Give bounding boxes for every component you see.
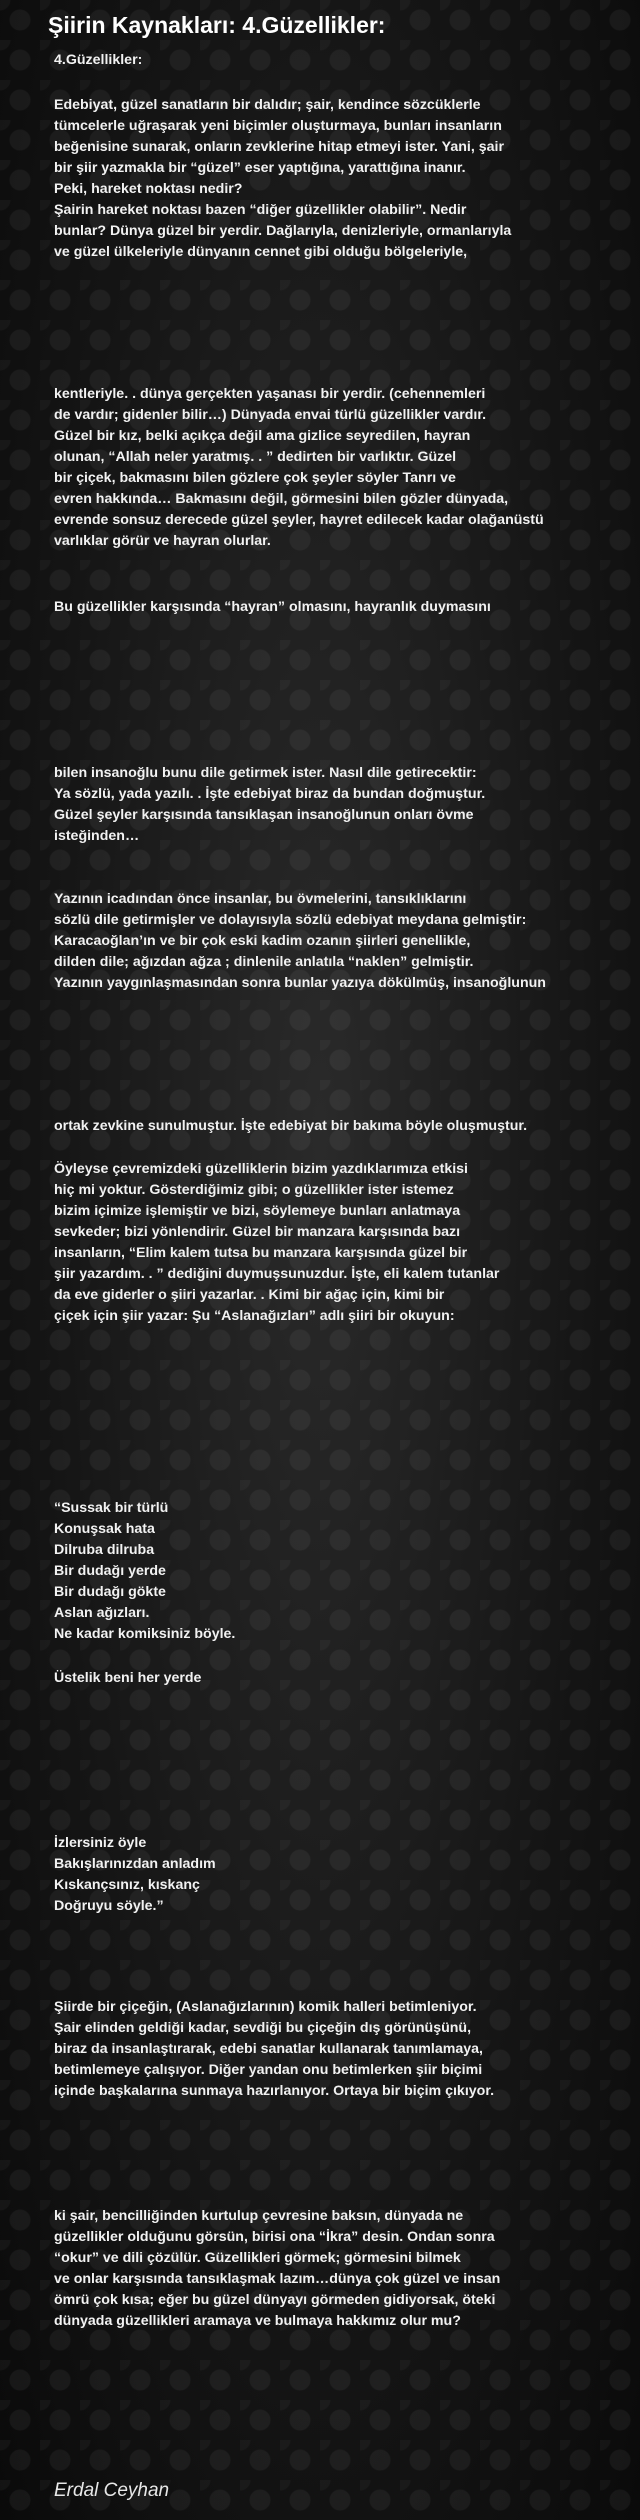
text-line: Şiirde bir çiçeğin, (Aslanağızlarının) komik halleri betimleniyor. xyxy=(54,1999,477,2015)
text-line: olunan, “Allah neler yaratmış. . ” dedirten bir varlıktır. Güzel xyxy=(54,449,457,465)
text-line: Konuşsak hata xyxy=(54,1521,155,1537)
text-line: insanların, “Elim kalem tutsa bu manzara karşısında güzel bir xyxy=(54,1245,468,1261)
text-block xyxy=(54,384,634,552)
text-line: bizim içimize işlemiştir ve bizi, söylemeye bunları anlatmaya xyxy=(54,1203,461,1219)
text-line: Bir dudağı gökte xyxy=(54,1584,166,1600)
text-line: dilden dile; ağızdan ağza ; dinlenile anlatıla “naklen” gelmiştir. xyxy=(54,954,474,970)
text-line: bir çiçek, bakmasını bilen gözlere çok şeyler söyler Tanrı ve xyxy=(54,470,456,486)
text-line: içinde başkalarına sunmaya hazırlanıyor. Ortaya bir biçim çıkıyor. xyxy=(54,2083,495,2099)
text-line: Dilruba dilruba xyxy=(54,1542,155,1558)
text-line: sözlü dile getirmişler ve dolayısıyla sözlü edebiyat meydana gelmiştir: xyxy=(54,912,527,928)
text-block xyxy=(54,1833,634,1917)
text-line: Güzel bir kız, belki açıkça değil ama gizlice seyredilen, hayran xyxy=(54,428,471,444)
text-block xyxy=(54,1498,634,1645)
text-line: biraz da insanlaştırarak, edebi sanatlar kullanarak tanımlamaya, xyxy=(54,2041,483,2057)
text-line: Bu güzellikler karşısında “hayran” olmasını, hayranlık duymasını xyxy=(54,599,491,615)
text-line: bunlar? Dünya güzel bir yerdir. Dağlarıyla, denizleriyle, ormanlarıyla xyxy=(54,223,512,239)
text-line: Güzel şeyler karşısında tansıklaşan insanoğlunun onları övme xyxy=(54,807,474,823)
text-block xyxy=(54,50,634,71)
text-line: çiçek için şiir yazar: Şu “Aslanağızları” adlı şiiri bir okuyun: xyxy=(54,1308,455,1324)
text-line: Karacaoğlan’ın ve bir çok eski kadim ozanın şiirleri genellikle, xyxy=(54,933,471,949)
text-block xyxy=(54,1159,634,1327)
text-line: Bakışlarınızdan anladım xyxy=(54,1856,216,1872)
text-line: İzlersiniz öyle xyxy=(54,1835,147,1851)
text-line: isteğinden… xyxy=(54,828,140,844)
text-line: dünyada güzellikleri aramaya ve bulmaya hakkımız olur mu? xyxy=(54,2313,461,2329)
text-block xyxy=(54,1116,634,1137)
text-line: ve güzel ülkeleriyle dünyanın cennet gibi olduğu bölgeleriyle, xyxy=(54,244,468,260)
text-line: Aslan ağızları. xyxy=(54,1605,150,1621)
text-line: hiç mi yoktur. Gösterdiğimiz gibi; o güzellikler ister istemez xyxy=(54,1182,454,1198)
text-line: Doğruyu söyle.” xyxy=(54,1898,164,1914)
text-line: de vardır; gidenler bilir…) Dünyada envai türlü güzellikler vardır. xyxy=(54,407,487,423)
text-line: Şairin hareket noktası bazen “diğer güzellikler olabilir”. Nedir xyxy=(54,202,467,218)
text-line: tümcelerle uğraşarak yeni biçimler oluşturmaya, bunları insanların xyxy=(54,118,502,134)
text-block xyxy=(54,597,634,618)
text-line: ortak zevkine sunulmuştur. İşte edebiyat bir bakıma böyle oluşmuştur. xyxy=(54,1118,528,1134)
text-line: Peki, hareket noktası nedir? xyxy=(54,181,243,197)
text-block xyxy=(54,1668,634,1689)
text-line: şiir yazardım. . ” dediğini duymuşsunuzdur. İşte, eli kalem tutanlar xyxy=(54,1266,500,1282)
text-line: Üstelik beni her yerde xyxy=(54,1670,202,1686)
text-block xyxy=(54,889,634,994)
text-line: varlıklar görür ve hayran olurlar. xyxy=(54,533,271,549)
text-block xyxy=(54,2206,634,2332)
text-line: Bir dudağı yerde xyxy=(54,1563,166,1579)
text-line: Yazının icadından önce insanlar, bu övmelerini, tansıklıklarını xyxy=(54,891,467,907)
text-block xyxy=(54,1997,634,2102)
text-line: beğenisine sunarak, onların zevklerine hitap etmeyi ister. Yani, şair xyxy=(54,139,504,155)
text-line: sevkeder; bizi yönlendirir. Güzel bir manzara karşısında bazı xyxy=(54,1224,461,1240)
text-line: “okur” ve dili çözülür. Güzellikleri görmek; görmesini bilmek xyxy=(54,2250,461,2266)
text-line: Şair elinden geldiği kadar, sevdiği bu çiçeğin dış görünüşünü, xyxy=(54,2020,472,2036)
text-line: Ya sözlü, yada yazılı. . İşte edebiyat biraz da bundan doğmuştur. xyxy=(54,786,486,802)
text-line: ömrü çok kısa; eğer bu güzel dünyayı görmeden gidiyorsak, öteki xyxy=(54,2292,496,2308)
text-line: da eve giderler o şiiri yazarlar. . Kimi bir ağaç için, kimi bir xyxy=(54,1287,445,1303)
author-name: Erdal Ceyhan xyxy=(54,2480,170,2501)
text-line: evren hakkında… Bakmasını değil, görmesini bilen gözler dünyada, xyxy=(54,491,509,507)
text-line: bir şiir yazmakla bir “güzel” eser yaptığına, yarattığına inanır. xyxy=(54,160,466,176)
text-block xyxy=(54,95,634,263)
text-line: Ne kadar komiksiniz böyle. xyxy=(54,1626,236,1642)
text-line: betimlemeye çalışıyor. Diğer yandan onu betimlerken şiir biçimi xyxy=(54,2062,483,2078)
text-line: Yazının yaygınlaşmasından sonra bunlar yazıya dökülmüş, insanoğlunun xyxy=(54,975,546,991)
text-line: güzellikler olduğunu görsün, birisi ona “İkra” desin. Ondan sonra xyxy=(54,2229,495,2245)
text-line: Kıskançsınız, kıskanç xyxy=(54,1877,200,1893)
text-line: ve onlar karşısında tansıklaşmak lazım…dünya çok güzel ve insan xyxy=(54,2271,501,2287)
text-line: kentleriyle. . dünya gerçekten yaşanası bir yerdir. (cehennemleri xyxy=(54,386,486,402)
text-line: 4.Güzellikler: xyxy=(54,52,143,68)
text-line: bilen insanoğlu bunu dile getirmek ister. Nasıl dile getirecektir: xyxy=(54,765,477,781)
text-line: Edebiyat, güzel sanatların bir dalıdır; şair, kendince sözcüklerle xyxy=(54,97,481,113)
text-line: “Sussak bir türlü xyxy=(54,1500,169,1516)
text-line: Öyleyse çevremizdeki güzelliklerin bizim yazdıklarımıza etkisi xyxy=(54,1161,469,1177)
text-line: ki şair, bencilliğinden kurtulup çevresine baksın, dünyada ne xyxy=(54,2208,464,2224)
page-title: Şiirin Kaynakları: 4.Güzellikler: xyxy=(48,12,386,38)
text-line: evrende sonsuz derecede güzel şeyler, hayret edilecek kadar olağanüstü xyxy=(54,512,544,528)
text-block xyxy=(54,763,634,847)
